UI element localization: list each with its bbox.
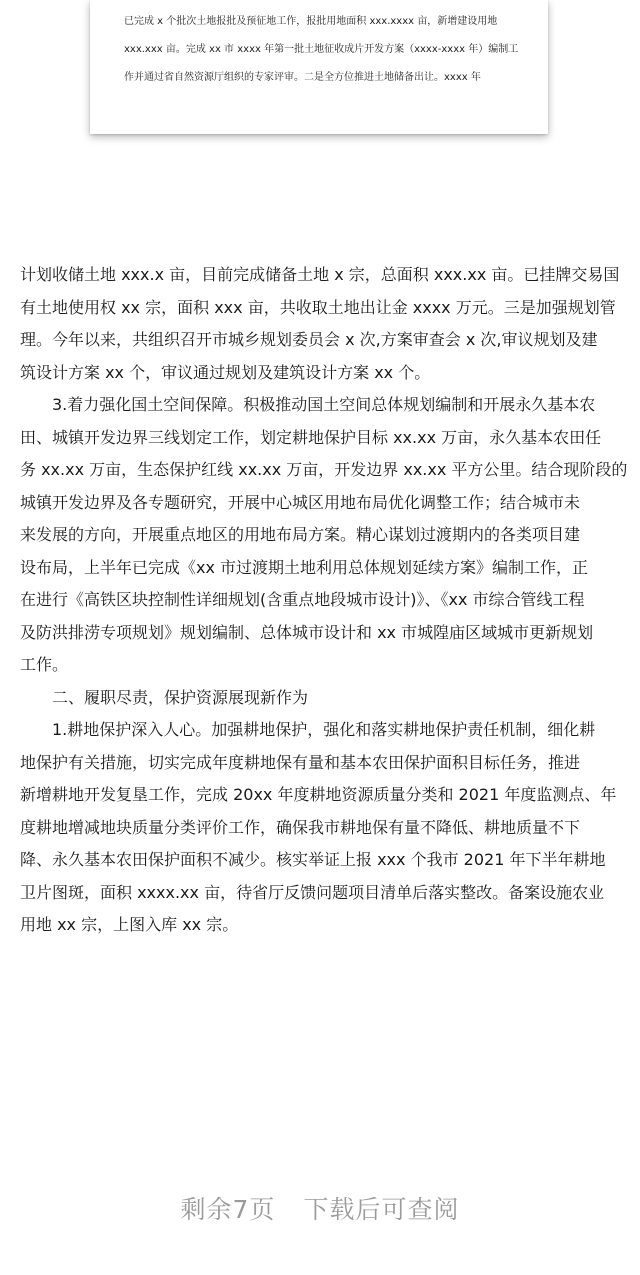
body-line: 度耕地增减地块质量分类评价工作，确保我市耕地保有量不降低、耕地质量不下 [20,817,581,837]
download-hint-label: 下载后可查阅 [303,1195,460,1224]
body-line: 新增耕地开发复垦工作，完成 20xx 年度耕地资源质量分类和 2021 年度监测点、年 [20,785,617,804]
preview-line: xxx.xxx 亩。完成 xx 市 xxxx 年第一批土地征收成片开发方案（xxxx-xxxx 年）编制工 [124,44,519,55]
section-heading: 二、履职尽责，保护资源展现新作为 [20,687,309,707]
body-line: 城镇开发边界及各专题研究，开展中心城区用地布局优化调整工作；结合城市未 [20,492,581,512]
remaining-pages-prompt[interactable] [0,1190,640,1226]
body-line: 在进行《高铁区块控制性详细规划(含重点地段城市设计)》、《xx 市综合管线工程 [20,590,585,609]
body-line: 3.着力强化国土空间保障。积极推动国土空间总体规划编制和开展永久基本农 [20,395,596,414]
body-line: 来发展的方向，开展重点地区的用地布局方案。精心谋划过渡期内的各类项目建 [20,525,581,544]
body-line: 工作。 [20,655,69,674]
body-line: 1.耕地保护深入人心。加强耕地保护，强化和落实耕地保护责任机制，细化耕 [20,720,596,739]
document-preview-card [90,0,548,134]
body-line: 理。今年以来，共组织召开市城乡规划委员会 x 次,方案审查会 x 次,审议规划及建 [20,330,598,349]
preview-line: 作并通过省自然资源厅组织的专家评审。二是全方位推进土地储备出让。xxxx 年 [124,72,481,83]
body-line: 地保护有关措施，切实完成年度耕地保有量和基本农田保护面积目标任务，推进 [20,752,581,772]
body-line: 田、城镇开发边界三线划定工作，划定耕地保护目标 xx.xx 万亩，永久基本农田任 [20,427,602,447]
body-line: 及防洪排涝专项规划》规划编制、总体城市设计和 xx 市城隍庙区域城市更新规划 [20,622,594,642]
body-line: 卫片图斑，面积 xxxx.xx 亩，待省厅反馈问题项目清单后落实整改。备案设施农业 [20,882,605,902]
preview-line: 已完成 x 个批次土地报批及预征地工作，报批用地面积 xxx.xxxx 亩，新增建设用地 [124,16,498,27]
body-line: 用地 xx 宗，上图入库 xx 宗。 [20,915,239,934]
body-line: 筑设计方案 xx 个，审议通过规划及建筑设计方案 xx 个。 [20,362,431,382]
body-line: 计划收储土地 xxx.x 亩，目前完成储备土地 x 宗，总面积 xxx.xx 亩。已挂牌交易国 [20,265,620,284]
body-line: 务 xx.xx 万亩，生态保护红线 xx.xx 万亩，开发边界 xx.xx 平方公里。结合现阶段的 [20,460,628,479]
document-body [20,259,628,942]
body-line: 有土地使用权 xx 宗，面积 xxx 亩，共收取土地出让金 xxxx 万元。三是加强规划管 [20,297,616,317]
remaining-pages-label: 剩余7页 [180,1195,276,1224]
body-line: 设布局，上半年已完成《xx 市过渡期土地利用总体规划延续方案》编制工作，正 [20,557,589,577]
body-line: 降、永久基本农田保护面积不减少。核实举证上报 xxx 个我市 2021 年下半年耕地 [20,850,606,869]
